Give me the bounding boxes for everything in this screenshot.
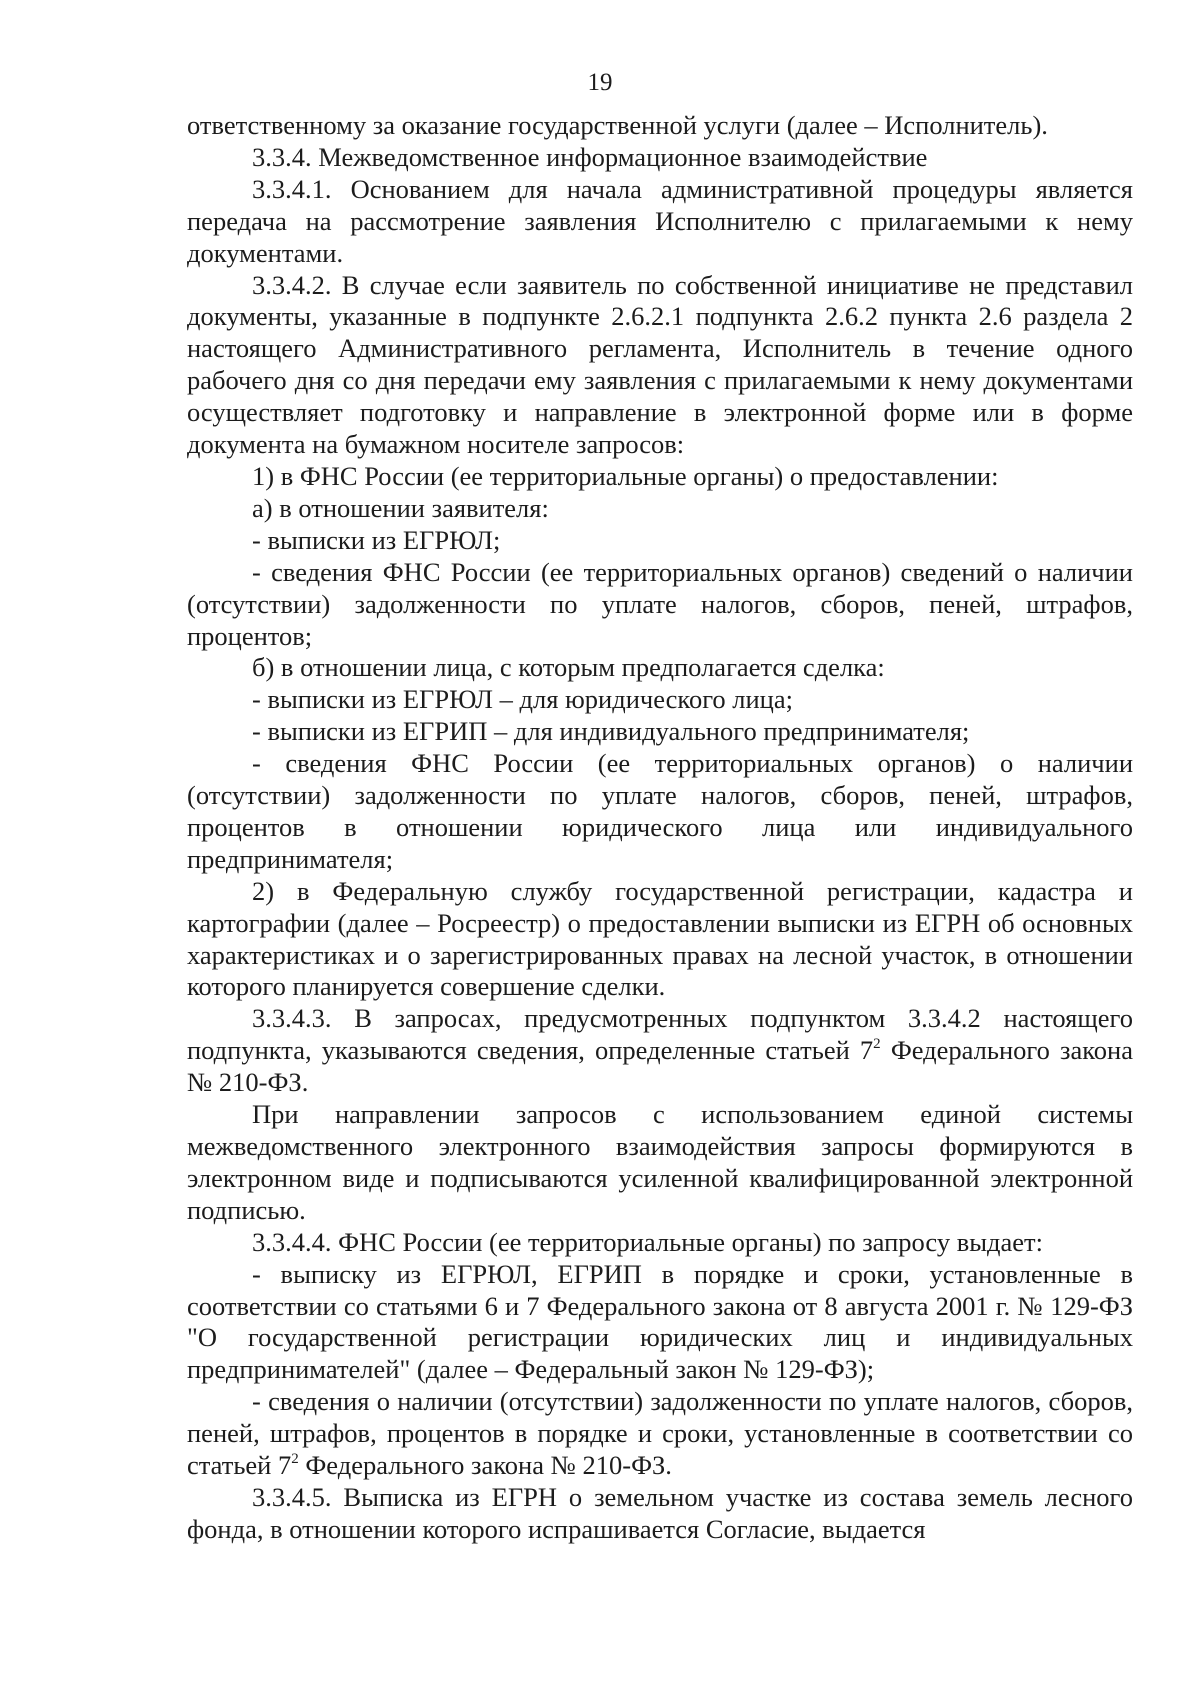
paragraph-3-3-4-3 (187, 1003, 1133, 1099)
paragraph-3-3-4-3-text-end: Федерального закона № 210-ФЗ. (187, 1035, 1133, 1098)
list-item-egrip: - выписки из ЕГРИП – для индивидуального предпринимателя; (252, 716, 970, 747)
list-item-egrul-extract: - выписки из ЕГРЮЛ; (252, 524, 501, 555)
list-item-counterparty-debt-info: - сведения ФНС России (ее территориальных органов) о наличии (отсутствии) задолженности по уплате налогов, сборов, пеней, штрафов, процентов в отношении юридического лица или индивидуального предпринимателя; (187, 748, 1133, 874)
list-item-counterparty: б) в отношении лица, с которым предполагается сделка: (252, 652, 885, 683)
paragraph-3-3-4-2: 3.3.4.2. В случае если заявитель по собственной инициативе не представил документы, указанные в подпункте 2.6.2.1 подпункта 2.6.2 пункта 2.6 раздела 2 настоящего Административного регламента, Исполнитель в течение одного рабочего дня со дня передачи ему заявления с прилагаемыми к нему документами осуществляет подготовку и направление в электронной форме или в форме документа на бумажном носителе запросов: (187, 269, 1133, 460)
list-item-debt-info-text-end: Федерального закона № 210-ФЗ. (298, 1450, 672, 1481)
list-item-rosreestr: 2) в Федеральную службу государственной регистрации, кадастра и картографии (далее – Росреестр) о предоставлении выписки из ЕГРН об основных характеристиках и о зарегистрированных правах на лесной участок, в отношении которого планируется совершение сделки. (187, 875, 1133, 1002)
paragraph-3-3-4-4: 3.3.4.4. ФНС России (ее территориальные органы) по запросу выдает: (252, 1226, 1043, 1257)
list-item-applicant: а) в отношении заявителя: (252, 492, 549, 523)
list-item-egrul-egrip-extract: - выписку из ЕГРЮЛ, ЕГРИП в порядке и сроки, установленные в соответствии со статьями 6 и 7 Федерального закона от 8 августа 2001 г. № 129-ФЗ "О государственной регистрации юридических лиц и индивидуальных предпринимателей" (далее – Федеральный закон № 129-ФЗ); (187, 1258, 1133, 1385)
list-item-fns-debt-info: - сведения ФНС России (ее территориальных органов) сведений о наличии (отсутствии) задолженности по уплате налогов, сборов, пеней, штрафов, процентов; (187, 556, 1133, 651)
list-item-fns: 1) в ФНС России (ее территориальные органы) о предоставлении: (252, 460, 999, 491)
list-item-egrul-legal: - выписки из ЕГРЮЛ – для юридического лица; (252, 684, 793, 715)
list-item-debt-info (187, 1386, 1133, 1482)
paragraph-3-3-4-5: 3.3.4.5. Выписка из ЕГРН о земельном участке из состава земель лесного фонда, в отношении которого испрашивается Согласие, выдается (187, 1481, 1133, 1544)
paragraph-3-3-4-1: 3.3.4.1. Основанием для начала административной процедуры является передача на рассмотрение заявления Исполнителю с прилагаемыми к нему документами. (187, 173, 1133, 268)
document-body (187, 110, 1133, 1546)
paragraph-3-3-4-3-text: 3.3.4.3. В запросах, предусмотренных подпунктом 3.3.4.2 настоящего подпункта, указываются сведения, определенные статьей 7 (187, 1003, 1133, 1066)
page-number: 19 (587, 69, 613, 96)
paragraph-continuation: ответственному за оказание государственной услуги (далее – Исполнитель). (187, 110, 1048, 140)
paragraph-smev: При направлении запросов с использованием единой системы межведомственного электронного взаимодействия запросы формируются в электронном виде и подписываются усиленной квалифицированной электронной подписью. (187, 1099, 1133, 1225)
section-heading-3-3-4: 3.3.4. Межведомственное информационное взаимодействие (252, 141, 928, 172)
superscript: 2 (873, 1036, 881, 1053)
superscript: 2 (291, 1451, 299, 1468)
list-item-debt-info-text: - сведения о наличии (отсутствии) задолженности по уплате налогов, сборов, пеней, штрафов, процентов в порядке и сроки, установленные в соответствии со статьей 7 (187, 1386, 1133, 1481)
